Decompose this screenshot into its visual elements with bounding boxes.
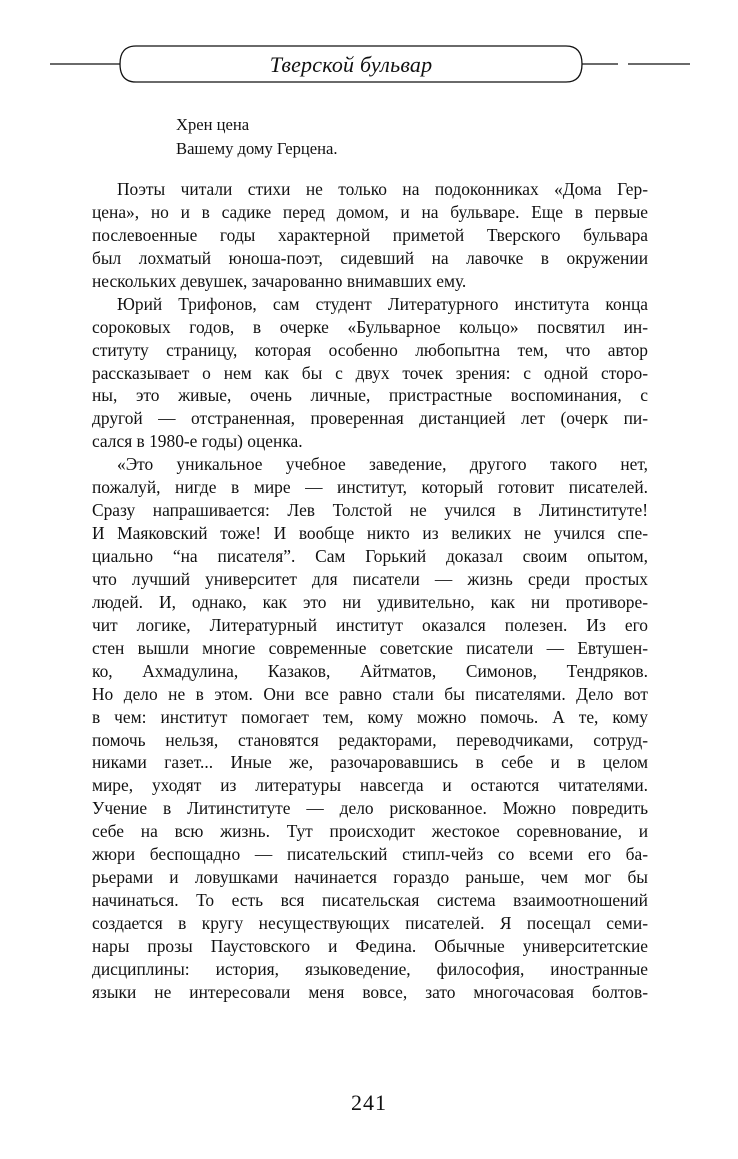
text-line: Учение в Литинституте — дело рискованное. Можно повредить <box>92 798 648 819</box>
text-line: Поэты читали стихи не только на подоконниках «Дома Гер- <box>117 179 648 199</box>
paragraph <box>92 453 648 1004</box>
text-line: что лучший университет для писатели — жизнь среди простых <box>92 568 648 589</box>
text-line: сороковых годов, в очерке «Бульварное кольцо» посвятил ин- <box>92 316 648 337</box>
running-header-title: Тверской бульвар <box>269 52 433 77</box>
epigraph-line: Хрен цена <box>176 115 250 134</box>
text-line: нары прозы Паустовского и Федина. Обычные университетские <box>92 935 648 956</box>
text-line: чит логике, Литературный институт оказался полезен. Из его <box>92 614 648 635</box>
epigraph <box>176 113 338 161</box>
text-line: людей. И, однако, как это ни удивительно, как ни противоре- <box>92 591 648 612</box>
text-line: помочь нельзя, становятся редакторами, переводчиками, сотруд- <box>92 729 648 750</box>
paragraph <box>92 178 648 293</box>
text-line: «Это уникальное учебное заведение, другого такого нет, <box>117 454 648 475</box>
text-line: ко, Ахмадулина, Казаков, Айтматов, Симонов, Тендряков. <box>92 660 648 681</box>
text-line: нескольких девушек, зачарованно внимавших ему. <box>92 270 467 291</box>
text-line: себе на всю жизнь. Тут происходит жестокое соревнование, и <box>92 821 648 842</box>
text-line: ны, это живые, очень личные, пристрастные воспоминания, с <box>92 385 648 406</box>
text-line: цена», но и в садике перед домом, и на бульваре. Еще в первые <box>92 201 648 222</box>
text-line: Сразу напрашивается: Лев Толстой не учился в Литинституте! <box>92 500 648 521</box>
text-line: начинаться. То есть вся писательская система взаимоотношений <box>92 890 648 911</box>
epigraph-line: Вашему дому Герцена. <box>176 139 338 158</box>
text-line: был лохматый юноша-поэт, сидевший на лавочке в окружении <box>92 247 648 268</box>
running-header <box>0 44 738 84</box>
text-line: мире, уходят из литературы навсегда и остаются читателями. <box>92 775 648 796</box>
text-line: пожалуй, нигде в мире — институт, который готовит писателей. <box>92 477 648 498</box>
paragraph <box>92 293 648 454</box>
page-number: 241 <box>351 1090 387 1115</box>
text-line: Юрий Трифонов, сам студент Литературного института конца <box>117 293 648 314</box>
text-line: рьерами и ловушками начинается гораздо раньше, чем мог бы <box>92 867 648 888</box>
text-line: циально “на писателя”. Сам Горький доказал своим опытом, <box>92 546 648 566</box>
text-line: языки не интересовали меня вовсе, зато многочасовая болтов- <box>92 981 648 1002</box>
text-line: стен вышли многие современные советские писатели — Евтушен- <box>92 637 648 658</box>
text-line: сался в 1980-е годы) оценка. <box>92 431 303 452</box>
text-line: рассказывает о нем как бы с двух точек зрения: с одной сторо- <box>92 362 648 383</box>
text-line: другой — отстраненная, проверенная дистанцией лет (очерк пи- <box>92 408 648 429</box>
body-text <box>92 178 648 1004</box>
text-line: послевоенные годы характерной приметой Тверского бульвара <box>92 224 648 245</box>
text-line: жюри беспощадно — писательский стипл-чейз со всеми его ба- <box>92 844 648 865</box>
text-line: Но дело не в этом. Они все равно стали бы писателями. Дело вот <box>92 683 648 704</box>
text-line: создается в кругу несуществующих писателей. Я посещал семи- <box>92 913 648 933</box>
text-line: И Маяковский тоже! И вообще никто из великих не учился спе- <box>92 523 648 544</box>
text-line: никами газет... Иные же, разочаровавшись в себе и в целом <box>92 752 648 773</box>
text-line: ституту страницу, которая особенно любопытна тем, что автор <box>92 339 648 360</box>
text-line: в чем: институт помогает тем, кому можно помочь. А те, кому <box>92 706 648 727</box>
text-line: дисциплины: история, языковедение, философия, иностранные <box>92 958 648 979</box>
